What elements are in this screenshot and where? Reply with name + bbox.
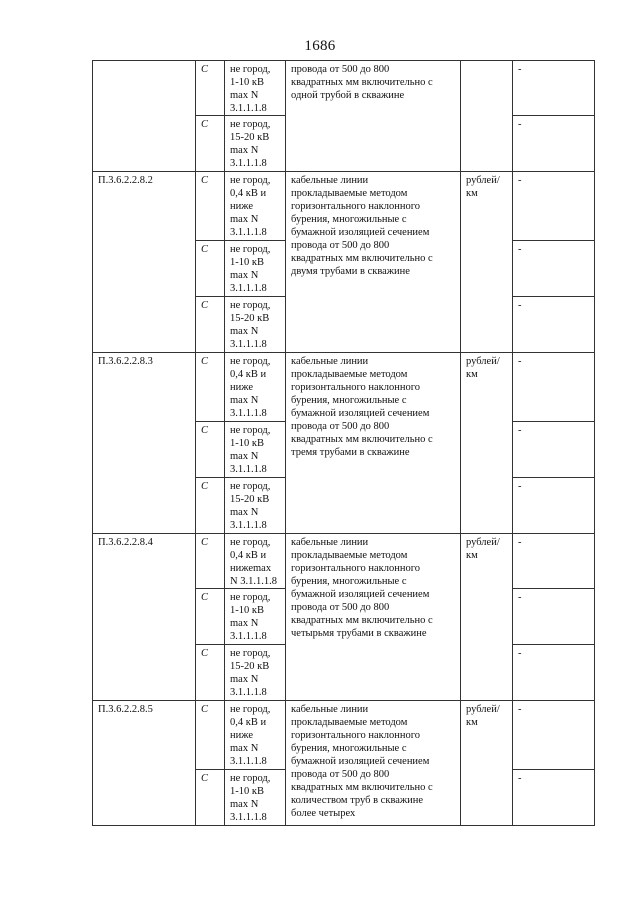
unit-cell: рублей/ км xyxy=(461,172,513,353)
condition-cell: не город, 0,4 кВ и ниже max N 3.1.1.1.8 xyxy=(225,172,286,241)
table-body xyxy=(93,61,595,826)
condition-cell: не город, 0,4 кВ и ниже max N 3.1.1.1.8 xyxy=(225,701,286,770)
item-code-cell: П.3.6.2.2.8.5 xyxy=(93,701,196,826)
value-cell: - xyxy=(513,534,595,589)
category-letter-cell: С xyxy=(196,353,225,422)
table-row xyxy=(93,61,595,116)
value-cell: - xyxy=(513,770,595,826)
condition-cell: не город, 15-20 кВ max N 3.1.1.1.8 xyxy=(225,297,286,353)
description-cell: провода от 500 до 800 квадратных мм включительно с одной трубой в скважине xyxy=(286,61,461,172)
condition-cell: не город, 15-20 кВ max N 3.1.1.1.8 xyxy=(225,645,286,701)
tariff-table xyxy=(92,60,595,826)
item-code-cell: П.3.6.2.2.8.4 xyxy=(93,534,196,701)
item-code-cell: П.3.6.2.2.8.2 xyxy=(93,172,196,353)
condition-cell: не город, 0,4 кВ и ниже max N 3.1.1.1.8 xyxy=(225,353,286,422)
unit-cell: рублей/ км xyxy=(461,353,513,534)
unit-cell xyxy=(461,61,513,172)
category-letter-cell: С xyxy=(196,589,225,645)
condition-cell: не город, 0,4 кВ и нижеmax N 3.1.1.1.8 xyxy=(225,534,286,589)
table-row xyxy=(93,172,595,241)
category-letter-cell: С xyxy=(196,422,225,478)
value-cell: - xyxy=(513,645,595,701)
condition-cell: не город, 1-10 кВ max N 3.1.1.1.8 xyxy=(225,61,286,116)
category-letter-cell: С xyxy=(196,297,225,353)
condition-cell: не город, 1-10 кВ max N 3.1.1.1.8 xyxy=(225,770,286,826)
category-letter-cell: С xyxy=(196,172,225,241)
value-cell: - xyxy=(513,116,595,172)
unit-cell: рублей/ км xyxy=(461,534,513,701)
category-letter-cell: С xyxy=(196,701,225,770)
condition-cell: не город, 15-20 кВ max N 3.1.1.1.8 xyxy=(225,478,286,534)
category-letter-cell: С xyxy=(196,116,225,172)
category-letter-cell: С xyxy=(196,61,225,116)
table-row xyxy=(93,353,595,422)
category-letter-cell: С xyxy=(196,645,225,701)
category-letter-cell: С xyxy=(196,770,225,826)
table-row xyxy=(93,534,595,589)
table-row xyxy=(93,701,595,770)
value-cell: - xyxy=(513,297,595,353)
description-cell: кабельные линии прокладываемые методом горизонтального наклонного бурения, многожильные с бумажной изоляцией сечением провода от 500 до 800 квадратных мм включительно с двумя трубами в скважине xyxy=(286,172,461,353)
condition-cell: не город, 1-10 кВ max N 3.1.1.1.8 xyxy=(225,241,286,297)
condition-cell: не город, 1-10 кВ max N 3.1.1.1.8 xyxy=(225,589,286,645)
value-cell: - xyxy=(513,478,595,534)
value-cell: - xyxy=(513,61,595,116)
page-number: 1686 xyxy=(304,38,336,54)
value-cell: - xyxy=(513,589,595,645)
condition-cell: не город, 15-20 кВ max N 3.1.1.1.8 xyxy=(225,116,286,172)
condition-cell: не город, 1-10 кВ max N 3.1.1.1.8 xyxy=(225,422,286,478)
value-cell: - xyxy=(513,701,595,770)
value-cell: - xyxy=(513,172,595,241)
unit-cell: рублей/ км xyxy=(461,701,513,826)
value-cell: - xyxy=(513,422,595,478)
category-letter-cell: С xyxy=(196,478,225,534)
description-cell: кабельные линии прокладываемые методом горизонтального наклонного бурения, многожильные с бумажной изоляцией сечением провода от 500 до 800 квадратных мм включительно с четырьмя трубами в скважине xyxy=(286,534,461,701)
category-letter-cell: С xyxy=(196,241,225,297)
description-cell: кабельные линии прокладываемые методом горизонтального наклонного бурения, многожильные с бумажной изоляцией сечением провода от 500 до 800 квадратных мм включительно с тремя трубами в скважине xyxy=(286,353,461,534)
item-code-cell: П.3.6.2.2.8.3 xyxy=(93,353,196,534)
value-cell: - xyxy=(513,241,595,297)
item-code-cell xyxy=(93,61,196,172)
category-letter-cell: С xyxy=(196,534,225,589)
value-cell: - xyxy=(513,353,595,422)
description-cell: кабельные линии прокладываемые методом горизонтального наклонного бурения, многожильные с бумажной изоляцией сечением провода от 500 до 800 квадратных мм включительно с количеством труб в скважине более четырех xyxy=(286,701,461,826)
